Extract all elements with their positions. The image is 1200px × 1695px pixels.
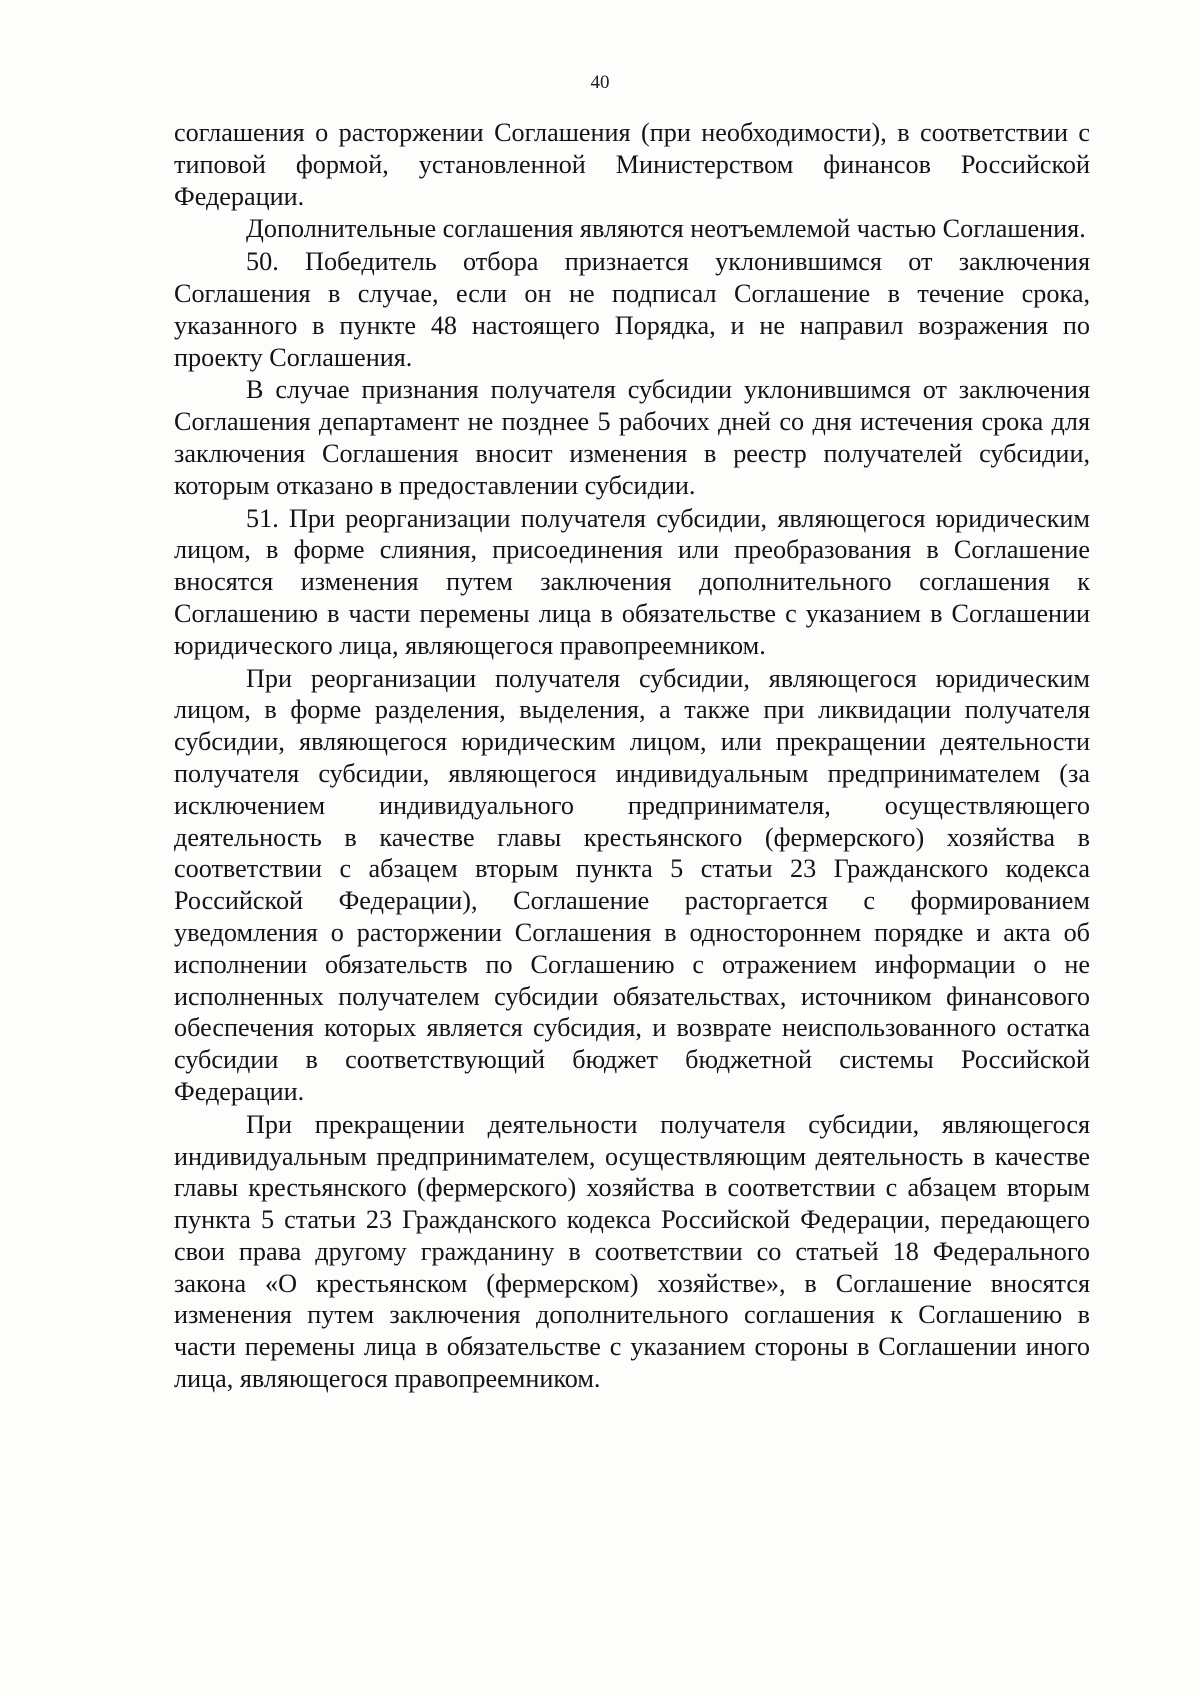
page-number: 40 — [590, 72, 610, 93]
paragraph-farm-termination: При прекращении деятельности получателя субсидии, являющегося индивидуальным предпринимателем, осуществляющим деятельность в качестве главы крестьянского (фермерского) хозяйства в соответствии с абзацем вторым пункта 5 статьи 23 Гражданского кодекса Российской Федерации, передающего свои права другому гражданину в соответствии со статьей 18 Федерального закона «О крестьянском (фермерском) хозяйстве», в Соглашение вносятся изменения путем заключения дополнительного соглашения к Соглашению в части перемены лица в обязательстве с указанием стороны в Соглашении иного лица, являющегося правопреемником. — [174, 1109, 1090, 1394]
paragraph-reorganization-division: При реорганизации получателя субсидии, являющегося юридическим лицом, в форме разделения, выделения, а также при ликвидации получателя субсидии, являющегося юридическим лицом, или прекращении деятельности получателя субсидии, являющегося индивидуальным предпринимателем (за исключением индивидуального предпринимателя, осуществляющего деятельность в качестве главы крестьянского (фермерского) хозяйства в соответствии с абзацем вторым пункта 5 статьи 23 Гражданского кодекса Российской Федерации), Соглашение расторгается с формированием уведомления о расторжении Соглашения в одностороннем порядке и акта об исполнении обязательств по Соглашению с отражением информации о не исполненных получателем субсидии обязательствах, источником финансового обеспечения которых является субсидия, и возврате неиспользованного остатка субсидии в соответствующий бюджет бюджетной системы Российской Федерации. — [174, 663, 1090, 1106]
document-body — [174, 117, 1090, 1395]
paragraph-continuation: соглашения о расторжении Соглашения (при необходимости), в соответствии с типовой формой, установленной Министерством финансов Российской Федерации. — [174, 118, 1090, 211]
paragraph-additional-agreements: Дополнительные соглашения являются неотъемлемой частью Соглашения. — [246, 214, 1086, 244]
paragraph-evasion-registry: В случае признания получателя субсидии уклонившимся от заключения Соглашения департамент не позднее 5 рабочих дней со дня истечения срока для заключения Соглашения вносит изменения в реестр получателей субсидии, которым отказано в предоставлении субсидии. — [174, 375, 1090, 500]
paragraph-item-50: 50. Победитель отбора признается уклонившимся от заключения Соглашения в случае, если он не подписал Соглашение в течение срока, указанного в пункте 48 настоящего Порядка, и не направил возражения по проекту Соглашения. — [174, 247, 1090, 372]
paragraph-item-51: 51. При реорганизации получателя субсидии, являющегося юридическим лицом, в форме слияния, присоединения или преобразования в Соглашение вносятся изменения путем заключения дополнительного соглашения к Соглашению в части перемены лица в обязательстве с указанием в Соглашении юридического лица, являющегося правопреемником. — [174, 503, 1090, 660]
